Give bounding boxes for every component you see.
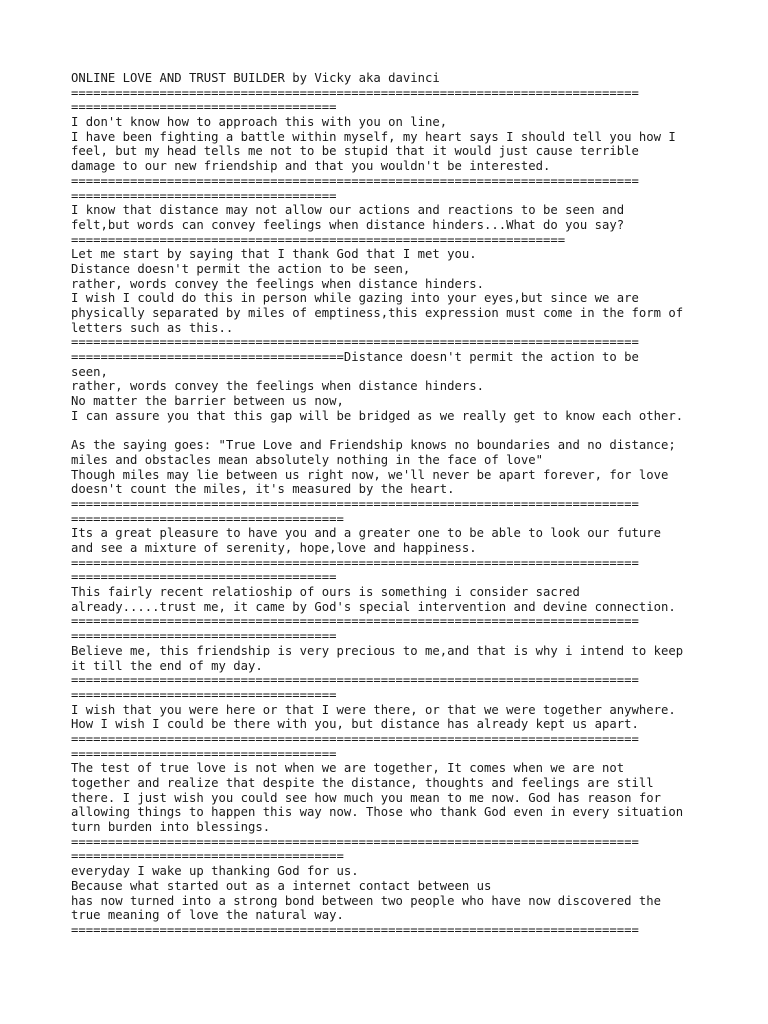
- text-line: physically separated by miles of emptiness,this expression must come in the form of: [71, 306, 684, 320]
- separator-line: =============================================================================: [71, 731, 639, 746]
- text-line: it till the end of my day.: [71, 658, 263, 673]
- text-line: feel, but my head tells me not to be stupid that it would just cause terrible: [71, 144, 639, 159]
- text-line: Its a great pleasure to have you and a greater one to be able to look our future: [71, 526, 662, 541]
- separator-line: =====================================: [71, 849, 344, 864]
- text-line: =====================================Distance doesn't permit the action to be: [71, 350, 639, 365]
- text-line: This fairly recent relatioship of ours is something i consider sacred: [71, 585, 580, 600]
- text-line: already.....trust me, it came by God's special intervention and devine connection.: [71, 599, 676, 614]
- separator-line: =============================================================================: [71, 922, 639, 937]
- separator-line: =============================================================================: [71, 555, 639, 570]
- text-line: felt,but words can convey feelings when distance hinders...What do you say?: [71, 217, 625, 232]
- text-line: damage to our new friendship and that you wouldn't be interested.: [71, 159, 551, 174]
- text-line: there. I just wish you could see how much you mean to me now. God has reason for: [71, 790, 662, 805]
- text-line: No matter the barrier between us now,: [71, 394, 344, 409]
- text-line: I don't know how to approach this with you on line,: [71, 115, 448, 130]
- text-line: doesn't count the miles, it's measured by the heart.: [71, 482, 455, 497]
- separator-line: ===================================================================: [71, 232, 566, 247]
- separator-line: ====================================: [71, 746, 337, 761]
- text-line: rather, words convey the feelings when distance hinders.: [71, 379, 485, 394]
- separator-line: =============================================================================: [71, 496, 639, 511]
- text-line: true meaning of love the natural way.: [71, 908, 344, 923]
- separator-line: ====================================: [71, 570, 337, 585]
- text-line: I have been fighting a battle within myself, my heart says I should tell you how I: [71, 129, 676, 144]
- text-line: As the saying goes: "True Love and Friendship knows no boundaries and no distance;: [71, 438, 676, 453]
- separator-line: ====================================: [71, 629, 337, 644]
- text-line: seen,: [71, 364, 108, 379]
- text-line: Let me start by saying that I thank God that I met you.: [71, 247, 477, 262]
- separator-line: ====================================: [71, 188, 337, 203]
- text-line: How I wish I could be there with you, but distance has already kept us apart.: [71, 717, 639, 732]
- separator-line: =============================================================================: [71, 614, 639, 629]
- text-line: I wish that you were here or that I were there, or that we were together anywhere.: [71, 702, 676, 717]
- separator-line: ====================================: [71, 100, 337, 115]
- text-line: and see a mixture of serenity, hope,love and happiness.: [71, 541, 477, 555]
- text-line: Because what started out as a internet contact between us: [71, 878, 492, 893]
- separator-line: =============================================================================: [71, 335, 639, 350]
- text-line: has now turned into a strong bond between two people who have now discovered the: [71, 893, 662, 908]
- separator-line: =============================================================================: [71, 673, 639, 688]
- text-line: Believe me, this friendship is very precious to me,and that is why i intend to keep: [71, 643, 684, 658]
- text-line: together and realize that despite the distance, thoughts and feelings are still: [71, 776, 654, 790]
- text-line: I know that distance may not allow our actions and reactions to be seen and: [71, 203, 625, 218]
- document-title: ONLINE LOVE AND TRUST BUILDER by Vicky aka davinci: [71, 71, 440, 85]
- text-line: everyday I wake up thanking God for us.: [71, 864, 359, 879]
- text-line: miles and obstacles mean absolutely nothing in the face of love": [71, 452, 544, 467]
- text-line: Though miles may lie between us right now, we'll never be apart forever, for love: [71, 467, 669, 482]
- separator-line: =============================================================================: [71, 834, 639, 849]
- text-line: turn burden into blessings.: [71, 820, 271, 835]
- blank-line: [71, 424, 711, 439]
- separator-line: =====================================: [71, 511, 344, 526]
- text-line: rather, words convey the feelings when distance hinders.: [71, 276, 485, 291]
- text-line: letters such as this..: [71, 320, 234, 335]
- text-line: allowing things to happen this way now. Those who thank God even in every situation: [71, 805, 684, 820]
- text-line: Distance doesn't permit the action to be seen,: [71, 261, 411, 276]
- text-line: I wish I could do this in person while gazing into your eyes,but since we are: [71, 291, 639, 306]
- separator-line: =============================================================================: [71, 173, 639, 188]
- text-line: I can assure you that this gap will be bridged as we really get to know each other.: [71, 408, 684, 423]
- separator-line: ====================================: [71, 687, 337, 702]
- separator-line: =============================================================================: [71, 85, 639, 100]
- text-line: The test of true love is not when we are together, It comes when we are not: [71, 761, 625, 776]
- document-body: [71, 71, 711, 938]
